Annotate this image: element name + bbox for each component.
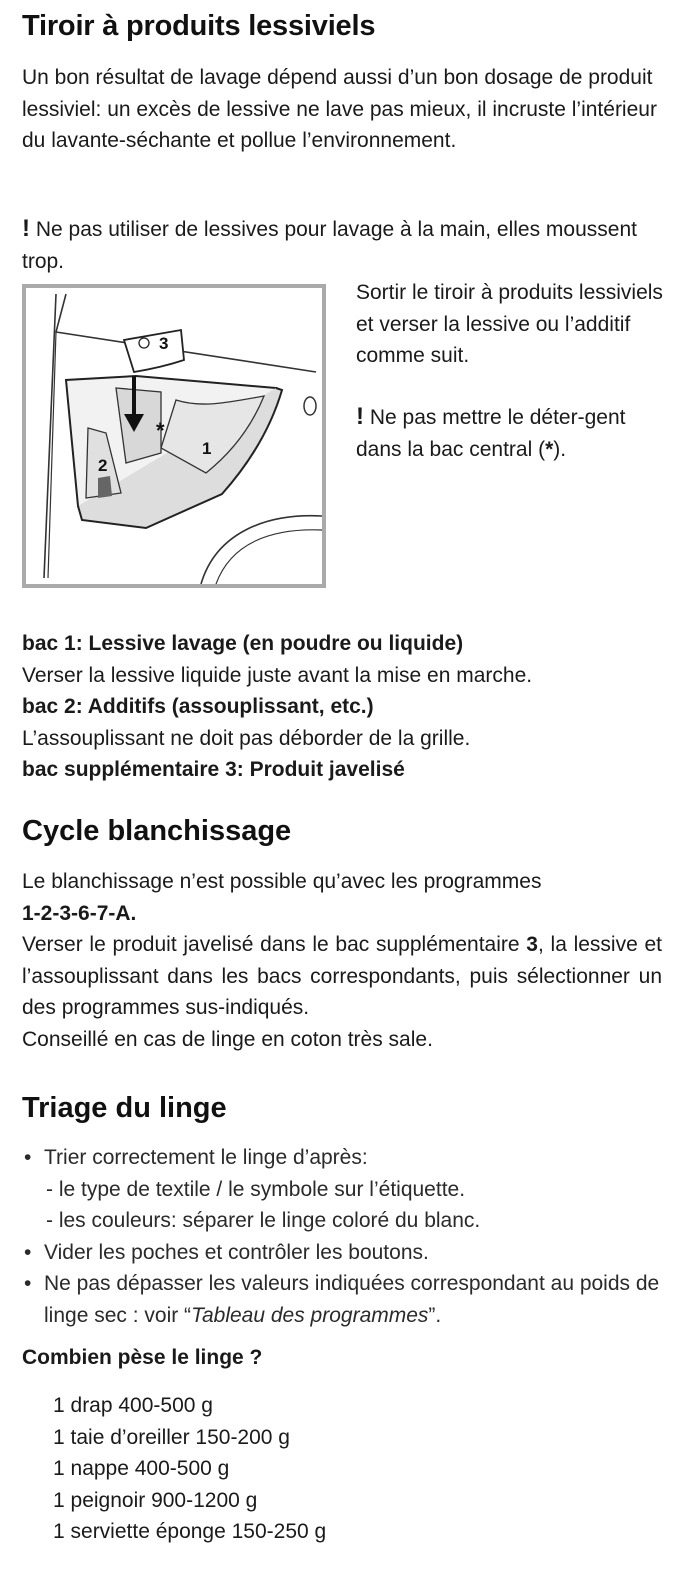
central-bin-warning	[356, 401, 666, 465]
sorting-item-2: Vider les poches et contrôler les boutons.	[44, 1240, 429, 1264]
porthole-arc	[201, 516, 322, 584]
list-item: 1 serviette éponge 150-250 g	[53, 1520, 327, 1543]
program-table-ref: Tableau des programmes	[191, 1303, 429, 1327]
bleach-bac-number: 3	[526, 933, 538, 956]
sorting-item-3a: Ne pas dépasser les valeurs indiquées correspondant au poids de linge sec : voir “	[44, 1272, 660, 1327]
bleach-line2-b: , la lessive et l’assouplissant dans les bacs correspondants, puis sélectionner un des programmes sus-indiqués.	[22, 933, 662, 1019]
bullet: •	[24, 1240, 32, 1264]
list-item: 1 taie d’oreiller 150-200 g	[53, 1425, 290, 1449]
central-bin-warning-text: Ne pas mettre le déter-gent dans la bac central (	[356, 406, 626, 461]
bleach-cap	[139, 338, 149, 348]
central-bin-warning-end: ).	[553, 437, 567, 461]
sorting-subitem-2: - les couleurs: séparer le linge coloré du blanc.	[46, 1209, 481, 1232]
sorting-item-3b: ”.	[428, 1303, 442, 1327]
label-3: 3	[159, 334, 169, 353]
drawer-drawing	[26, 288, 322, 584]
drawer-illustration	[22, 284, 326, 588]
warning-icon: !	[356, 403, 364, 430]
weights-list	[53, 1390, 326, 1548]
bleach-cycle-text	[22, 866, 662, 1055]
bac2-title: bac 2: Additifs (assouplissant, etc.)	[22, 695, 374, 718]
label-1: 1	[202, 439, 212, 458]
compartment-2-grid	[98, 476, 112, 498]
list-item: 1 drap 400-500 g	[53, 1394, 213, 1417]
bullet: •	[24, 1272, 32, 1295]
list-item	[22, 1142, 662, 1237]
warning-icon: !	[22, 215, 30, 242]
weights-title: Combien pèse le linge ?	[22, 1346, 263, 1369]
list-item	[22, 1268, 662, 1331]
section-title-bleach: Cycle blanchissage	[22, 815, 292, 847]
warning-paragraph	[22, 213, 662, 277]
sorting-subitem-1: - le type de textile / le symbole sur l’étiquette.	[46, 1177, 466, 1201]
bleach-line3: Conseillé en cas de linge en coton très sale.	[22, 1027, 433, 1051]
intro-paragraph: Un bon résultat de lavage dépend aussi d’un bon dosage de produit lessiviel: un excès de lessive ne lave pas mieux, il incruste l’intérieur du lavante-séchante et pollue l’environnement.	[22, 66, 657, 152]
bac2-text: L’assouplissant ne doit pas déborder de la grille.	[22, 726, 471, 750]
button-knob	[304, 397, 316, 415]
list-item: 1 peignoir 900-1200 g	[53, 1488, 258, 1512]
machine-top-edge	[56, 294, 316, 372]
list-item	[22, 1237, 662, 1269]
section-title-drawer: Tiroir à produits lessiviels	[22, 10, 376, 42]
section-title-sorting: Triage du linge	[22, 1092, 227, 1124]
sorting-list	[22, 1142, 662, 1331]
bac1-title: bac 1: Lessive lavage (en poudre ou liquide)	[22, 632, 464, 655]
compartment-list	[22, 628, 662, 786]
drawer-instructions: Sortir le tiroir à produits lessiviels et verser la lessive ou l’additif comme suit.	[356, 281, 663, 367]
label-star: *	[156, 418, 165, 443]
bleach-programs: 1-2-3-6-7-A.	[22, 901, 137, 925]
label-2: 2	[98, 456, 108, 475]
machine-edge	[44, 294, 56, 578]
bleach-line1: Le blanchissage n’est possible qu’avec les programmes	[22, 870, 542, 893]
warning-text: Ne pas utiliser de lessives pour lavage à la main, elles moussent trop.	[22, 218, 637, 273]
bleach-container	[124, 330, 184, 372]
sorting-item-1: Trier correctement le linge d’après:	[44, 1146, 368, 1169]
star-symbol: *	[545, 437, 554, 461]
bleach-line2	[22, 929, 662, 1024]
bac3-title: bac supplémentaire 3: Produit javelisé	[22, 758, 405, 781]
bullet: •	[24, 1146, 32, 1169]
bleach-line2-a: Verser le produit javelisé dans le bac supplémentaire	[22, 933, 527, 956]
list-item: 1 nappe 400-500 g	[53, 1457, 230, 1480]
bac1-text: Verser la lessive liquide juste avant la mise en marche.	[22, 663, 533, 687]
